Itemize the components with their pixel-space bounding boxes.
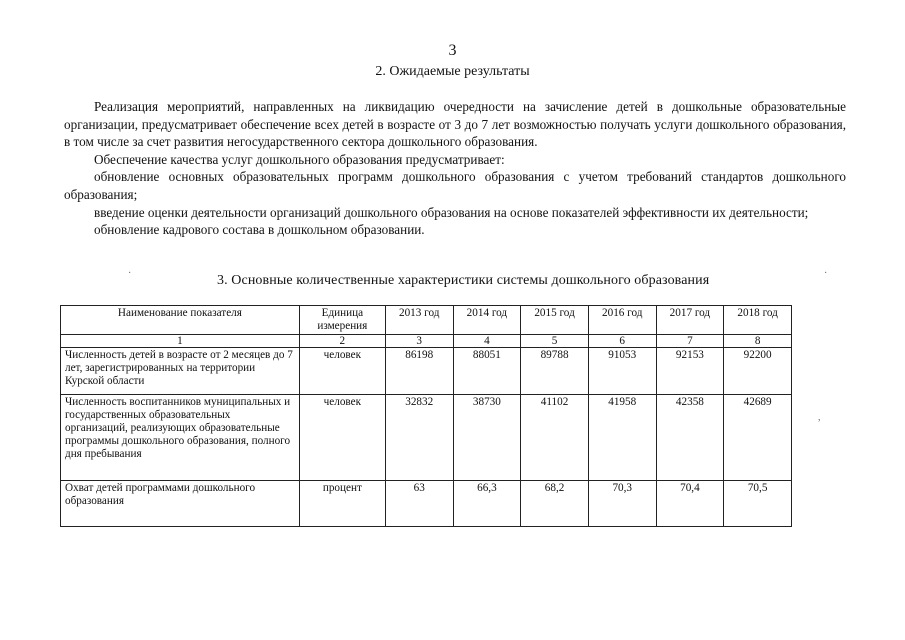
- header-year: 2015 год: [521, 306, 589, 335]
- indicator-value: 41102: [521, 395, 589, 481]
- indicator-value: 70,3: [588, 481, 656, 527]
- column-number: 8: [724, 335, 792, 348]
- indicator-value: 70,5: [724, 481, 792, 527]
- indicator-value: 92153: [656, 348, 724, 395]
- header-year: 2013 год: [385, 306, 453, 335]
- indicator-value: 38730: [453, 395, 521, 481]
- indicator-name: Охват детей программами дошкольного образования: [61, 481, 300, 527]
- column-number: 3: [385, 335, 453, 348]
- header-year: 2014 год: [453, 306, 521, 335]
- column-number: 5: [521, 335, 589, 348]
- table-row: [61, 395, 792, 481]
- table-heading: 3. Основные количественные характеристики системы дошкольного образования: [217, 273, 710, 288]
- indicator-value: 42689: [724, 395, 792, 481]
- indicator-value: 41958: [588, 395, 656, 481]
- indicator-value: 68,2: [521, 481, 589, 527]
- indicator-value: 91053: [588, 348, 656, 395]
- scan-speck: ,: [818, 412, 821, 423]
- indicator-unit: человек: [299, 395, 385, 481]
- paragraph-performance-evaluation: введение оценки деятельности организаций дошкольного образования на основе показателей эффективности их деятельности;: [94, 204, 809, 220]
- indicator-value: 32832: [385, 395, 453, 481]
- indicator-value: 42358: [656, 395, 724, 481]
- indicator-value: 89788: [521, 348, 589, 395]
- indicator-value: 66,3: [453, 481, 521, 527]
- indicator-name: Численность воспитанников муниципальных и государственных образовательных организаций, реализующих образовательные программы дошкольного образования, полного дня пребывания: [61, 395, 300, 481]
- paragraph-quality-intro: Обеспечение качества услуг дошкольного образования предусматривает:: [94, 151, 505, 167]
- indicator-value: 86198: [385, 348, 453, 395]
- indicator-unit: процент: [299, 481, 385, 527]
- page-number: 3: [448, 42, 457, 59]
- table-row: [61, 348, 792, 395]
- indicator-value: 92200: [724, 348, 792, 395]
- header-year: 2016 год: [588, 306, 656, 335]
- section-heading: 2. Ожидаемые результаты: [375, 64, 530, 79]
- body-text: [64, 98, 846, 239]
- scan-speck: ·: [128, 268, 132, 279]
- table-header-row: [61, 306, 792, 335]
- paragraph-liquidation: Реализация мероприятий, направленных на ликвидацию очередности на зачисление детей в дошкольные образовательные организации, предусматривает обеспечение всех детей в возрасте от 3 до 7 лет возможностью получать услуги дошкольного образования, в том числе за счет развития негосударственного сектора дошкольного образования.: [64, 99, 846, 150]
- table-row: [61, 481, 792, 527]
- paragraph-program-update: обновление основных образовательных программ дошкольного образования с учетом требований стандартов дошкольного образования;: [64, 169, 846, 202]
- header-year: 2018 год: [724, 306, 792, 335]
- column-number: 7: [656, 335, 724, 348]
- column-number: 4: [453, 335, 521, 348]
- metrics-table: [60, 305, 792, 527]
- indicator-unit: человек: [299, 348, 385, 395]
- header-unit: Единица измерения: [299, 306, 385, 335]
- header-name: Наименование показателя: [61, 306, 300, 335]
- column-number-row: [61, 335, 792, 348]
- paragraph-staff-update: обновление кадрового состава в дошкольном образовании.: [94, 222, 425, 238]
- indicator-name: Численность детей в возрасте от 2 месяцев до 7 лет, зарегистрированных на территории Курской области: [61, 348, 300, 395]
- scan-speck: ·: [824, 268, 828, 279]
- indicator-value: 88051: [453, 348, 521, 395]
- indicator-value: 63: [385, 481, 453, 527]
- indicator-value: 70,4: [656, 481, 724, 527]
- header-year: 2017 год: [656, 306, 724, 335]
- column-number: 2: [299, 335, 385, 348]
- column-number: 1: [61, 335, 300, 348]
- column-number: 6: [588, 335, 656, 348]
